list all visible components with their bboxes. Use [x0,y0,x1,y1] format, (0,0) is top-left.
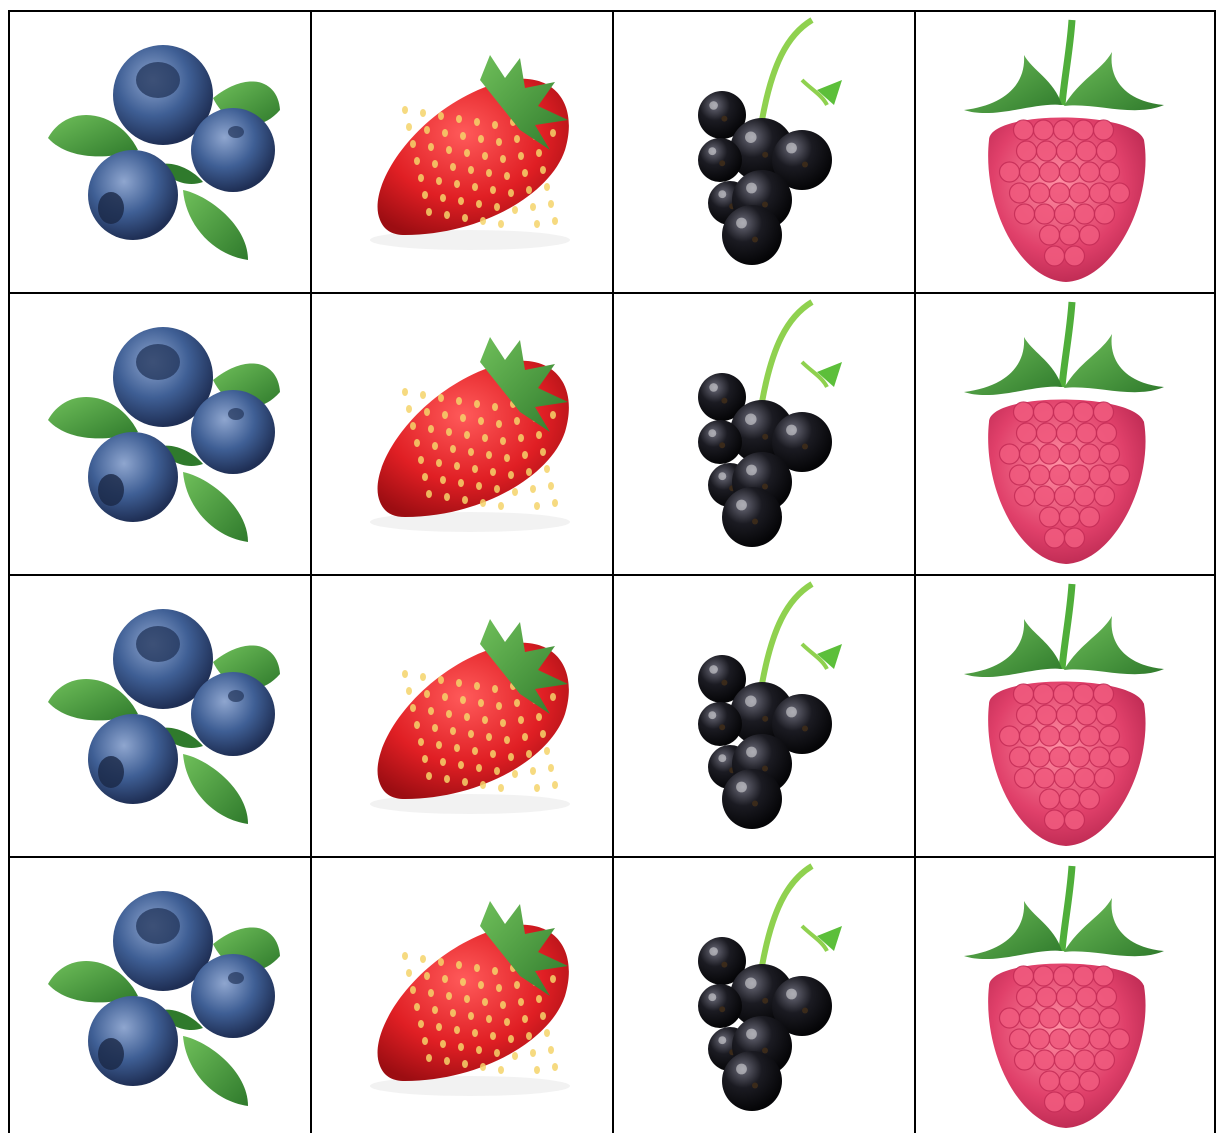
strawberry-image [310,292,612,574]
table-cell [8,10,310,292]
table-horizontal-border [8,856,1216,858]
table-cell [310,10,612,292]
table-cell [310,574,612,856]
table-cell [310,292,612,574]
table-cell [8,574,310,856]
raspberry-image [914,856,1216,1133]
blackcurrant-image [612,292,914,574]
table-cell [612,10,914,292]
strawberry-image [310,10,612,292]
table-vertical-border [310,10,312,1133]
blackcurrant-image [612,574,914,856]
table-cell [8,292,310,574]
blueberries-image [8,574,310,856]
table-cell [914,292,1216,574]
table-cell [914,10,1216,292]
table-cell [914,574,1216,856]
table-cell [914,856,1216,1133]
strawberry-image [310,574,612,856]
table-vertical-border [914,10,916,1133]
table-cell [612,292,914,574]
blueberries-image [8,10,310,292]
table-horizontal-border [8,292,1216,294]
blueberries-image [8,292,310,574]
table-horizontal-border [8,574,1216,576]
table-cell [310,856,612,1133]
strawberry-image [310,856,612,1133]
raspberry-image [914,10,1216,292]
table-cell [612,574,914,856]
table-horizontal-border [8,10,1216,12]
blueberries-image [8,856,310,1133]
raspberry-image [914,292,1216,574]
blackcurrant-image [612,10,914,292]
table-cell [8,856,310,1133]
blackcurrant-image [612,856,914,1133]
table-cell [612,856,914,1133]
table-vertical-border [8,10,10,1133]
raspberry-image [914,574,1216,856]
table-vertical-border [612,10,614,1133]
